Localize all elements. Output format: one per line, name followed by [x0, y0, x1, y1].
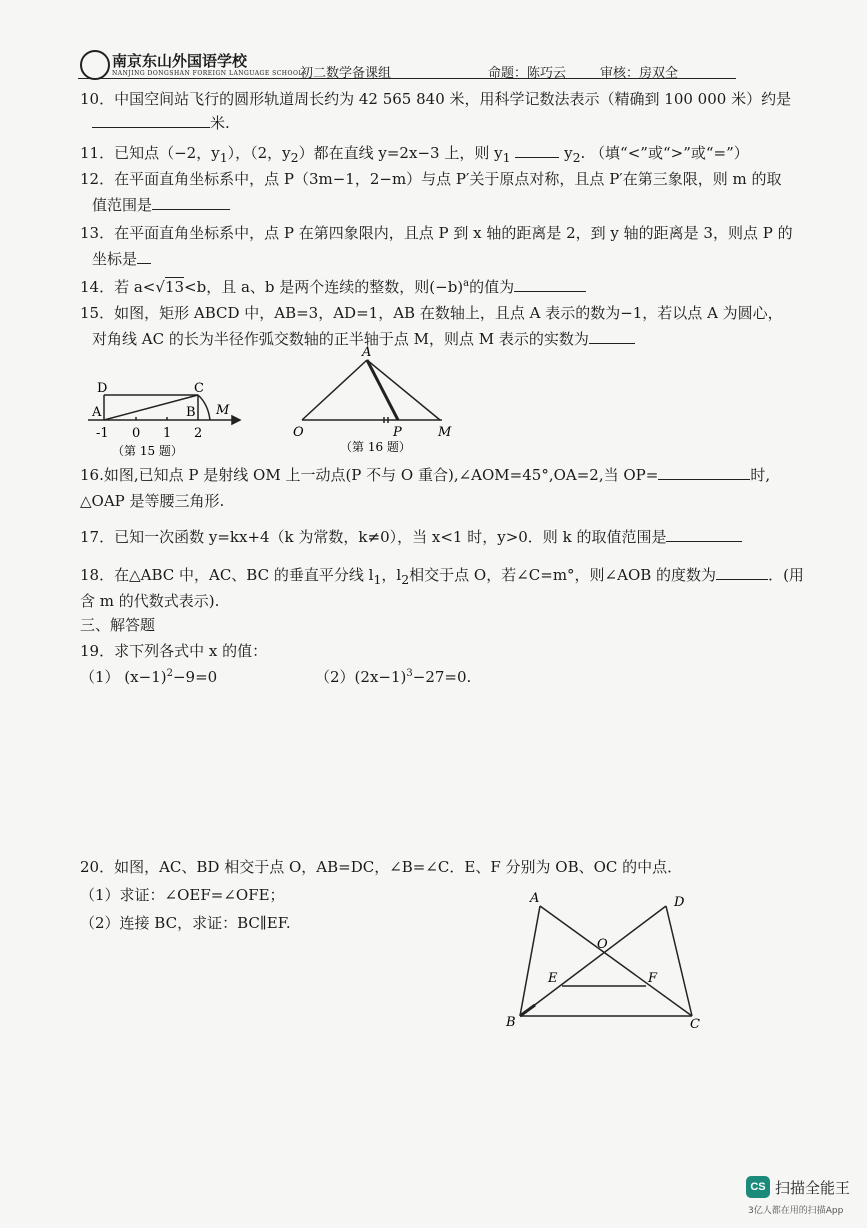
- q11-text-b: ），（2，y: [227, 144, 291, 162]
- q19-p2-sup: 3: [406, 668, 413, 679]
- fig15-tick-0: 0: [132, 426, 141, 441]
- q19-part2: [315, 666, 471, 687]
- fig15-tick-2: 2: [194, 426, 203, 441]
- q20-part1: （1）求证：∠OEF=∠OFE；: [80, 886, 285, 904]
- fig15-label-C: C: [194, 381, 204, 396]
- header-reviewer: 审核：房双全: [600, 66, 679, 81]
- q11-text-c: ）都在直线 y=2x−3 上，则 y: [298, 144, 503, 162]
- fig15-label-A: A: [92, 405, 102, 420]
- q13-line1: 13．在平面直角坐标系中，点 P 在第四象限内，且点 P 到 x 轴的距离是 2，到 y 轴的距离是 3，则点 P 的: [80, 224, 793, 242]
- q18-line1: [80, 564, 804, 587]
- fig16-label-M: M: [438, 425, 452, 440]
- fig20-label-B: B: [506, 1015, 516, 1030]
- fig15-tick-1: 1: [163, 426, 172, 441]
- q16-answer-blank[interactable]: [658, 465, 750, 480]
- q19-part1: [80, 666, 217, 687]
- q14-text-c: 的值为: [469, 278, 515, 296]
- fig16-caption: （第 16 题）: [340, 440, 411, 454]
- q16-tail: 时,: [750, 466, 771, 484]
- school-name: 南京东山外国语学校: [112, 52, 248, 70]
- q15-line1: 15．如图，矩形 ABCD 中，AB=3，AD=1，AB 在数轴上，且点 A 表示的数为−1，若以点 A 为圆心，: [80, 304, 783, 322]
- cs-brand: 扫描全能王: [775, 1179, 851, 1197]
- q18-answer-blank[interactable]: [716, 565, 768, 580]
- fig15-label-M: M: [216, 403, 230, 418]
- header-author: 命题：陈巧云: [488, 66, 567, 81]
- fig16-label-A: A: [362, 345, 372, 360]
- fig16-label-O: O: [293, 425, 304, 440]
- q18-sub2: 2: [401, 572, 410, 587]
- figures-15-16: [0, 0, 867, 470]
- q12-line2-text: 值范围是: [92, 196, 153, 214]
- q11-text-d: y: [564, 144, 573, 162]
- fig20-label-O: O: [597, 937, 608, 952]
- q11-sub4: 2: [572, 150, 581, 165]
- fig20-label-C: C: [690, 1017, 700, 1032]
- q12-line1: 12．在平面直角坐标系中，点 P（3m−1，2−m）与点 P′关于原点对称，且点 P′在第三象限，则 m 的取: [80, 170, 782, 188]
- q18-line2: 含 m 的代数式表示).: [80, 592, 220, 610]
- q18-text-c: 相交于点 O，若∠C=m°，则∠AOB 的度数为: [409, 566, 717, 584]
- school-name-en: NANJING DONGSHAN FOREIGN LANGUAGE SCHOOL: [112, 70, 303, 77]
- fig16-drawing: [302, 360, 442, 423]
- q17-answer-blank[interactable]: [666, 527, 742, 542]
- q14-text-a: 14．若 a<: [80, 278, 156, 296]
- q19-p1-sup: 2: [166, 668, 173, 679]
- q18-sub1: 1: [373, 572, 382, 587]
- fig15-tick-neg1: -1: [96, 426, 109, 441]
- fig20-label-A: A: [530, 891, 540, 906]
- q16-line1: [80, 464, 770, 485]
- q19-line1: 19．求下列各式中 x 的值：: [80, 642, 268, 660]
- q13-line2-text: 坐标是: [92, 250, 138, 268]
- q16-line2: △OAP 是等腰三角形.: [80, 492, 225, 510]
- q18-tail: ．(用: [768, 566, 804, 584]
- q19-p2-b: −27=0.: [412, 668, 472, 686]
- q10-unit: 米.: [210, 114, 230, 132]
- fig16-label-P: P: [393, 425, 402, 440]
- fig15-label-D: D: [97, 381, 108, 396]
- q11-text-a: 11．已知点（−2，y: [80, 144, 220, 162]
- q11-sub2: 2: [290, 150, 299, 165]
- q14-sup: a: [463, 278, 470, 289]
- q16-line1-text: 16.如图,已知点 P 是射线 OM 上一动点(P 不与 O 重合),∠AOM=45°,OA=2,当 OP=: [80, 466, 659, 484]
- fig15-caption: （第 15 题）: [112, 444, 183, 458]
- q19-p2-a: （2）(2x−1): [315, 668, 407, 686]
- q20-part2: （2）连接 BC，求证：BC∥EF.: [80, 914, 291, 932]
- cs-tagline: 3亿人都在用的扫描App: [748, 1206, 844, 1216]
- q11-sub1: 1: [219, 150, 228, 165]
- q19-p1-a: （1） (x−1): [80, 668, 167, 686]
- q20-line1: 20．如图，AC、BD 相交于点 O，AB=DC，∠B=∠C．E、F 分别为 OB、OC 的中点．: [80, 858, 683, 876]
- q14-radicand: 13: [164, 278, 185, 296]
- sqrt-symbol: √: [155, 278, 165, 296]
- cs-badge: CS: [746, 1176, 770, 1198]
- q18-text-a: 18．在△ABC 中，AC、BC 的垂直平分线 l: [80, 566, 374, 584]
- fig20-label-F: F: [648, 971, 658, 986]
- fig20-drawing: [520, 906, 692, 1016]
- header-group: 初二数学备课组: [300, 66, 392, 81]
- q14-text-b: <b，且 a、b 是两个连续的整数，则(−b): [184, 278, 464, 296]
- q18-text-b: ，l: [381, 566, 402, 584]
- section3-heading: 三、解答题: [80, 616, 156, 634]
- q15-line2-text: 对角线 AC 的长为半径作弧交数轴的正半轴于点 M，则点 M 表示的实数为: [92, 330, 589, 348]
- q11-sub3: 1: [502, 150, 511, 165]
- q17-text: 17．已知一次函数 y=kx+4（k 为常数，k≠0），当 x<1 时，y>0．则 k 的取值范围是: [80, 528, 667, 546]
- q19-p1-b: −9=0: [172, 668, 218, 686]
- fig20-label-D: D: [674, 895, 685, 910]
- q11-text-e: . （填“<”或“>”或“=”）: [580, 144, 749, 162]
- q17-line: [80, 526, 742, 547]
- fig15-label-B: B: [186, 405, 196, 420]
- fig20: [500, 890, 720, 1035]
- fig20-label-E: E: [548, 971, 558, 986]
- q10-line1: 10．中国空间站飞行的圆形轨道周长约为 42 565 840 米，用科学记数法表示（精确到 100 000 米）约是: [80, 90, 792, 108]
